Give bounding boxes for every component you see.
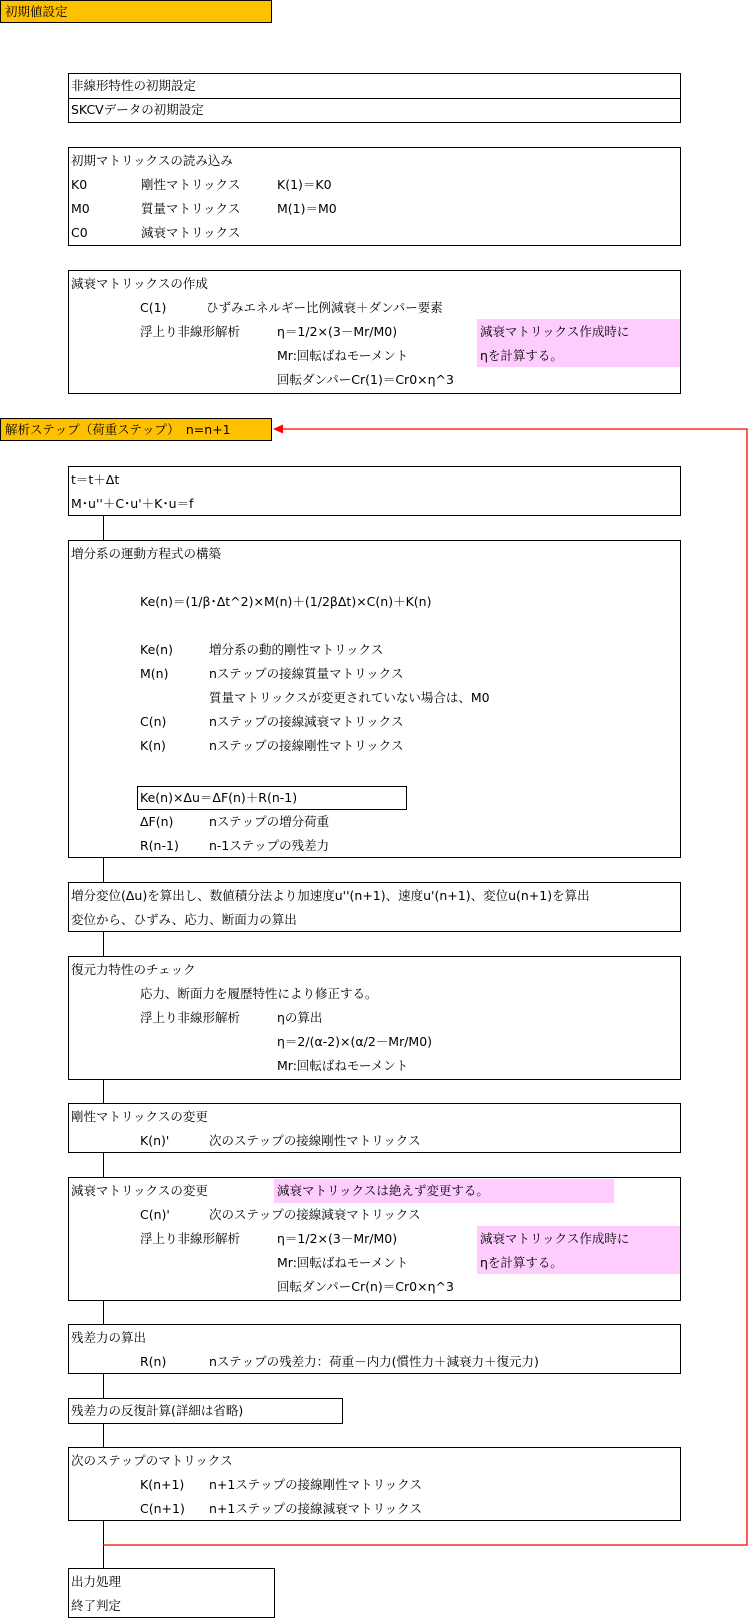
restoring-title: 復元力特性のチェック [71, 962, 196, 977]
eta-equation: η＝1/2×(3－Mr/M0) [277, 1231, 398, 1246]
damping-create-title: 減衰マトリックスの作成 [71, 276, 208, 291]
matrix-desc: 質量マトリックス [141, 201, 241, 216]
damper-eq: 回転ダンパーCr(n)＝Cr0×η^3 [277, 1279, 454, 1294]
next-symbol: C(n+1) [140, 1501, 185, 1516]
def-desc: nステップの増分荷重 [209, 814, 330, 829]
loop-line [103, 429, 747, 1545]
c1-desc: ひずみエネルギー比例減衰＋ダンパー要素 [206, 300, 443, 315]
mr-def: Mr:回転ばねモーメント [277, 1058, 409, 1073]
def-symbol: ΔF(n) [140, 814, 174, 829]
def-desc: n-1ステップの残差力 [209, 838, 330, 853]
header-analysis-step: 解析ステップ（荷重ステップ） n=n+1 [0, 418, 272, 441]
note-line2: ηを計算する。 [480, 1255, 563, 1270]
residual-symbol: R(n) [140, 1354, 167, 1369]
loop-arrowhead [273, 425, 283, 434]
matrix-symbol: C0 [71, 225, 88, 240]
note-line1: 減衰マトリックス作成時に [480, 324, 630, 339]
output-line2: 終了判定 [71, 1598, 122, 1613]
displacement-line2: 変位から、ひずみ、応力、断面力の算出 [71, 912, 297, 927]
def-symbol: M(n) [140, 666, 169, 681]
note-line1: 減衰マトリックス作成時に [480, 1231, 630, 1246]
displacement-line1: 増分変位(Δu)を算出し、数値積分法より加速度u''(n+1)、速度u'(n+1)、変位u(n+1)を算出 [71, 888, 590, 903]
always-change-note: 減衰マトリックスは絶えず変更する。 [277, 1183, 489, 1198]
read-matrix-title: 初期マトリックスの読み込み [71, 153, 233, 168]
residual-title: 残差力の算出 [71, 1330, 147, 1345]
matrix-symbol: K0 [71, 177, 88, 192]
next-symbol: K(n+1) [140, 1477, 185, 1492]
stiffness-symbol: K(n)' [140, 1133, 170, 1148]
def-desc: nステップの接線剛性マトリックス [209, 738, 404, 753]
ke-equation: Ke(n)＝(1/β･Δt^2)×M(n)＋(1/2βΔt)×C(n)＋K(n) [140, 594, 432, 609]
uplift-label: 浮上り非線形解析 [140, 1231, 241, 1246]
boxed-equation-text: Ke(n)×Δu＝ΔF(n)＋R(n-1) [140, 790, 298, 805]
residual-desc: nステップの残差力：荷重－内力(慣性力＋減衰力＋復元力) [209, 1354, 539, 1369]
iteration-title: 残差力の反復計算(詳細は省略) [71, 1403, 244, 1418]
def-symbol: R(n-1) [140, 838, 179, 853]
def-symbol: Ke(n) [140, 642, 173, 657]
uplift-label: 浮上り非線形解析 [140, 1010, 241, 1025]
eta-calc: ηの算出 [277, 1010, 323, 1025]
eta-equation: η＝2/(α-2)×(α/2－Mr/M0) [277, 1034, 433, 1049]
skcv-init-label: SKCVデータの初期設定 [71, 102, 204, 117]
next-desc: n+1ステップの接線剛性マトリックス [209, 1477, 422, 1492]
def-desc: nステップの接線減衰マトリックス [209, 714, 404, 729]
damper-eq: 回転ダンパーCr(1)＝Cr0×η^3 [277, 372, 454, 387]
note-line2: ηを計算する。 [480, 348, 563, 363]
stiffness-desc: 次のステップの接線剛性マトリックス [209, 1133, 421, 1148]
damping-change-title: 減衰マトリックスの変更 [71, 1183, 208, 1198]
c1-symbol: C(1) [140, 300, 167, 315]
header-initial: 初期値設定 [0, 0, 272, 23]
time-increment: t＝t＋Δt [71, 472, 120, 487]
nonlinear-init-label: 非線形特性の初期設定 [71, 78, 197, 93]
damping-desc: 次のステップの接線減衰マトリックス [209, 1207, 421, 1222]
matrix-eq: M(1)＝M0 [277, 201, 337, 216]
def-symbol: C(n) [140, 714, 167, 729]
uplift-label: 浮上り非線形解析 [140, 324, 241, 339]
def-symbol: K(n) [140, 738, 166, 753]
damping-symbol: C(n)' [140, 1207, 170, 1222]
matrix-symbol: M0 [71, 201, 90, 216]
def-desc: 増分系の動的剛性マトリックス [209, 642, 384, 657]
restoring-line1: 応力、断面力を履歴特性により修正する。 [140, 986, 378, 1001]
matrix-desc: 減衰マトリックス [141, 225, 241, 240]
matrix-eq: K(1)＝K0 [277, 177, 332, 192]
stiffness-change-title: 剛性マトリックスの変更 [71, 1109, 208, 1124]
mr-def: Mr:回転ばねモーメント [277, 348, 409, 363]
motion-equation: M･u''＋C･u'＋K･u＝f [71, 496, 194, 511]
matrix-desc: 剛性マトリックス [141, 177, 241, 192]
eta-equation: η＝1/2×(3－Mr/M0) [277, 324, 398, 339]
def-desc: nステップの接線質量マトリックス [209, 666, 404, 681]
output-line1: 出力処理 [71, 1574, 122, 1589]
def-desc: 質量マトリックスが変更されていない場合は、M0 [209, 690, 490, 705]
incremental-title: 増分系の運動方程式の構築 [71, 546, 222, 561]
next-matrix-title: 次のステップのマトリックス [71, 1453, 233, 1468]
next-desc: n+1ステップの接線減衰マトリックス [209, 1501, 422, 1516]
mr-def: Mr:回転ばねモーメント [277, 1255, 409, 1270]
